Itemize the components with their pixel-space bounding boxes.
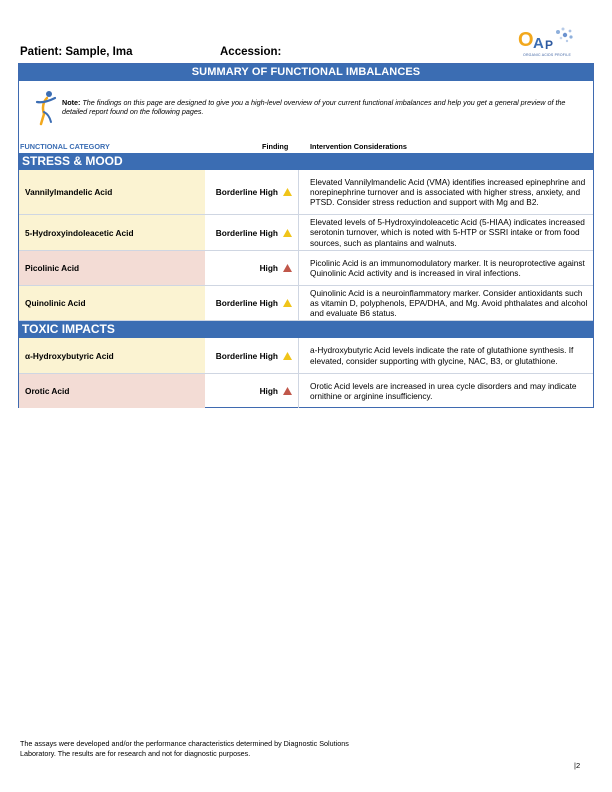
warning-triangle-icon: [283, 352, 292, 360]
svg-text:O: O: [518, 29, 534, 51]
row-finding: [205, 374, 299, 408]
warning-triangle-icon: [283, 188, 292, 196]
table-row: [19, 374, 593, 408]
table-row: [19, 338, 593, 374]
accession-label: Accession:: [220, 46, 282, 58]
summary-title: SUMMARY OF FUNCTIONAL IMBALANCES: [19, 64, 593, 81]
finding-text: High: [259, 386, 278, 396]
row-marker-name: 5-Hydroxyindoleacetic Acid: [19, 215, 205, 250]
row-finding: [205, 286, 299, 320]
finding-text: Borderline High: [215, 350, 278, 361]
table-row: [19, 170, 593, 215]
finding-text: Borderline High: [215, 227, 278, 238]
row-finding: [205, 251, 299, 285]
row-intervention: Elevated levels of 5-Hydroxyindoleacetic Acid (5-HIAA) indicates increased serotonin turnover, which is noted with 5-HTP or SSRI intake or from food sources, such as plantains and walnuts.: [310, 217, 585, 248]
row-finding: [205, 170, 299, 214]
section-header-stress-mood: STRESS & MOOD: [19, 153, 593, 170]
row-finding: [205, 338, 299, 373]
table-row: [19, 215, 593, 251]
row-marker-name: Vannilylmandelic Acid: [19, 170, 205, 214]
warning-triangle-icon: [283, 229, 292, 237]
svg-text:A: A: [533, 35, 544, 52]
finding-text: Borderline High: [215, 298, 278, 308]
finding-text: High: [259, 263, 278, 273]
row-intervention: Quinolinic Acid is a neuroinflammatory marker. Consider antioxidants such as vitamin D, polyphenols, EPA/DHA, and Mg. Avoid phthalates and alcohol and evaluate B6 status.: [310, 287, 588, 319]
table-row: [19, 251, 593, 286]
page-number: |2: [574, 761, 581, 770]
row-marker-name: α-Hydroxybutyric Acid: [19, 338, 205, 373]
row-intervention: Elevated Vannilylmandelic Acid (VMA) identifies increased epinephrine and norepinephrine turnover and is associated with higher stress, anxiety, and PTSD. Consider stress reduction and support with Mg and B2.: [310, 176, 586, 208]
row-marker-name: Picolinic Acid: [19, 251, 205, 285]
person-icon: [33, 90, 59, 126]
row-marker-name: Quinolinic Acid: [19, 286, 205, 320]
row-finding: [205, 215, 299, 250]
row-intervention: Orotic Acid levels are increased in urea cycle disorders and may indicate ornithine or arginine insufficiency.: [310, 380, 577, 401]
column-header-finding: Finding: [262, 142, 289, 151]
finding-text: Borderline High: [215, 187, 278, 197]
note-paragraph: [62, 98, 582, 116]
footer-disclaimer: The assays were developed and/or the performance characteristics determined by Diagnostic Solutions Laboratory. The results are for research and not for diagnostic purposes.: [20, 739, 349, 758]
row-marker-name: Orotic Acid: [19, 374, 205, 408]
column-header-intervention: Intervention Considerations: [310, 142, 407, 151]
section-header-toxic-impacts: TOXIC IMPACTS: [19, 321, 593, 338]
note-text: The findings on this page are designed to give you a high-level overview of your current functional imbalances and help you get a general preview of the detailed report found on the following pages.: [62, 98, 566, 117]
patient-name: Patient: Sample, Ima: [20, 46, 133, 58]
svg-text:P: P: [545, 38, 554, 52]
logo-caption: ORGANIC ACIDS PROFILE: [523, 53, 571, 57]
row-intervention: a-Hydroxybutyric Acid levels indicate the rate of glutathione synthesis. If elevated, consider supporting with glycine, NAC, B3, or glutathione.: [310, 345, 574, 366]
column-header-category: FUNCTIONAL CATEGORY: [20, 142, 110, 151]
warning-triangle-icon: [283, 299, 292, 307]
oap-logo: [516, 22, 578, 56]
row-intervention: Picolinic Acid is an immunomodulatory marker. It is neuroprotective against Quinolinic Acid activity and is increased in viral infections.: [310, 257, 585, 278]
note-label: Note:: [62, 98, 81, 107]
alert-triangle-icon: [283, 387, 292, 395]
table-row: [19, 286, 593, 321]
alert-triangle-icon: [283, 264, 292, 272]
